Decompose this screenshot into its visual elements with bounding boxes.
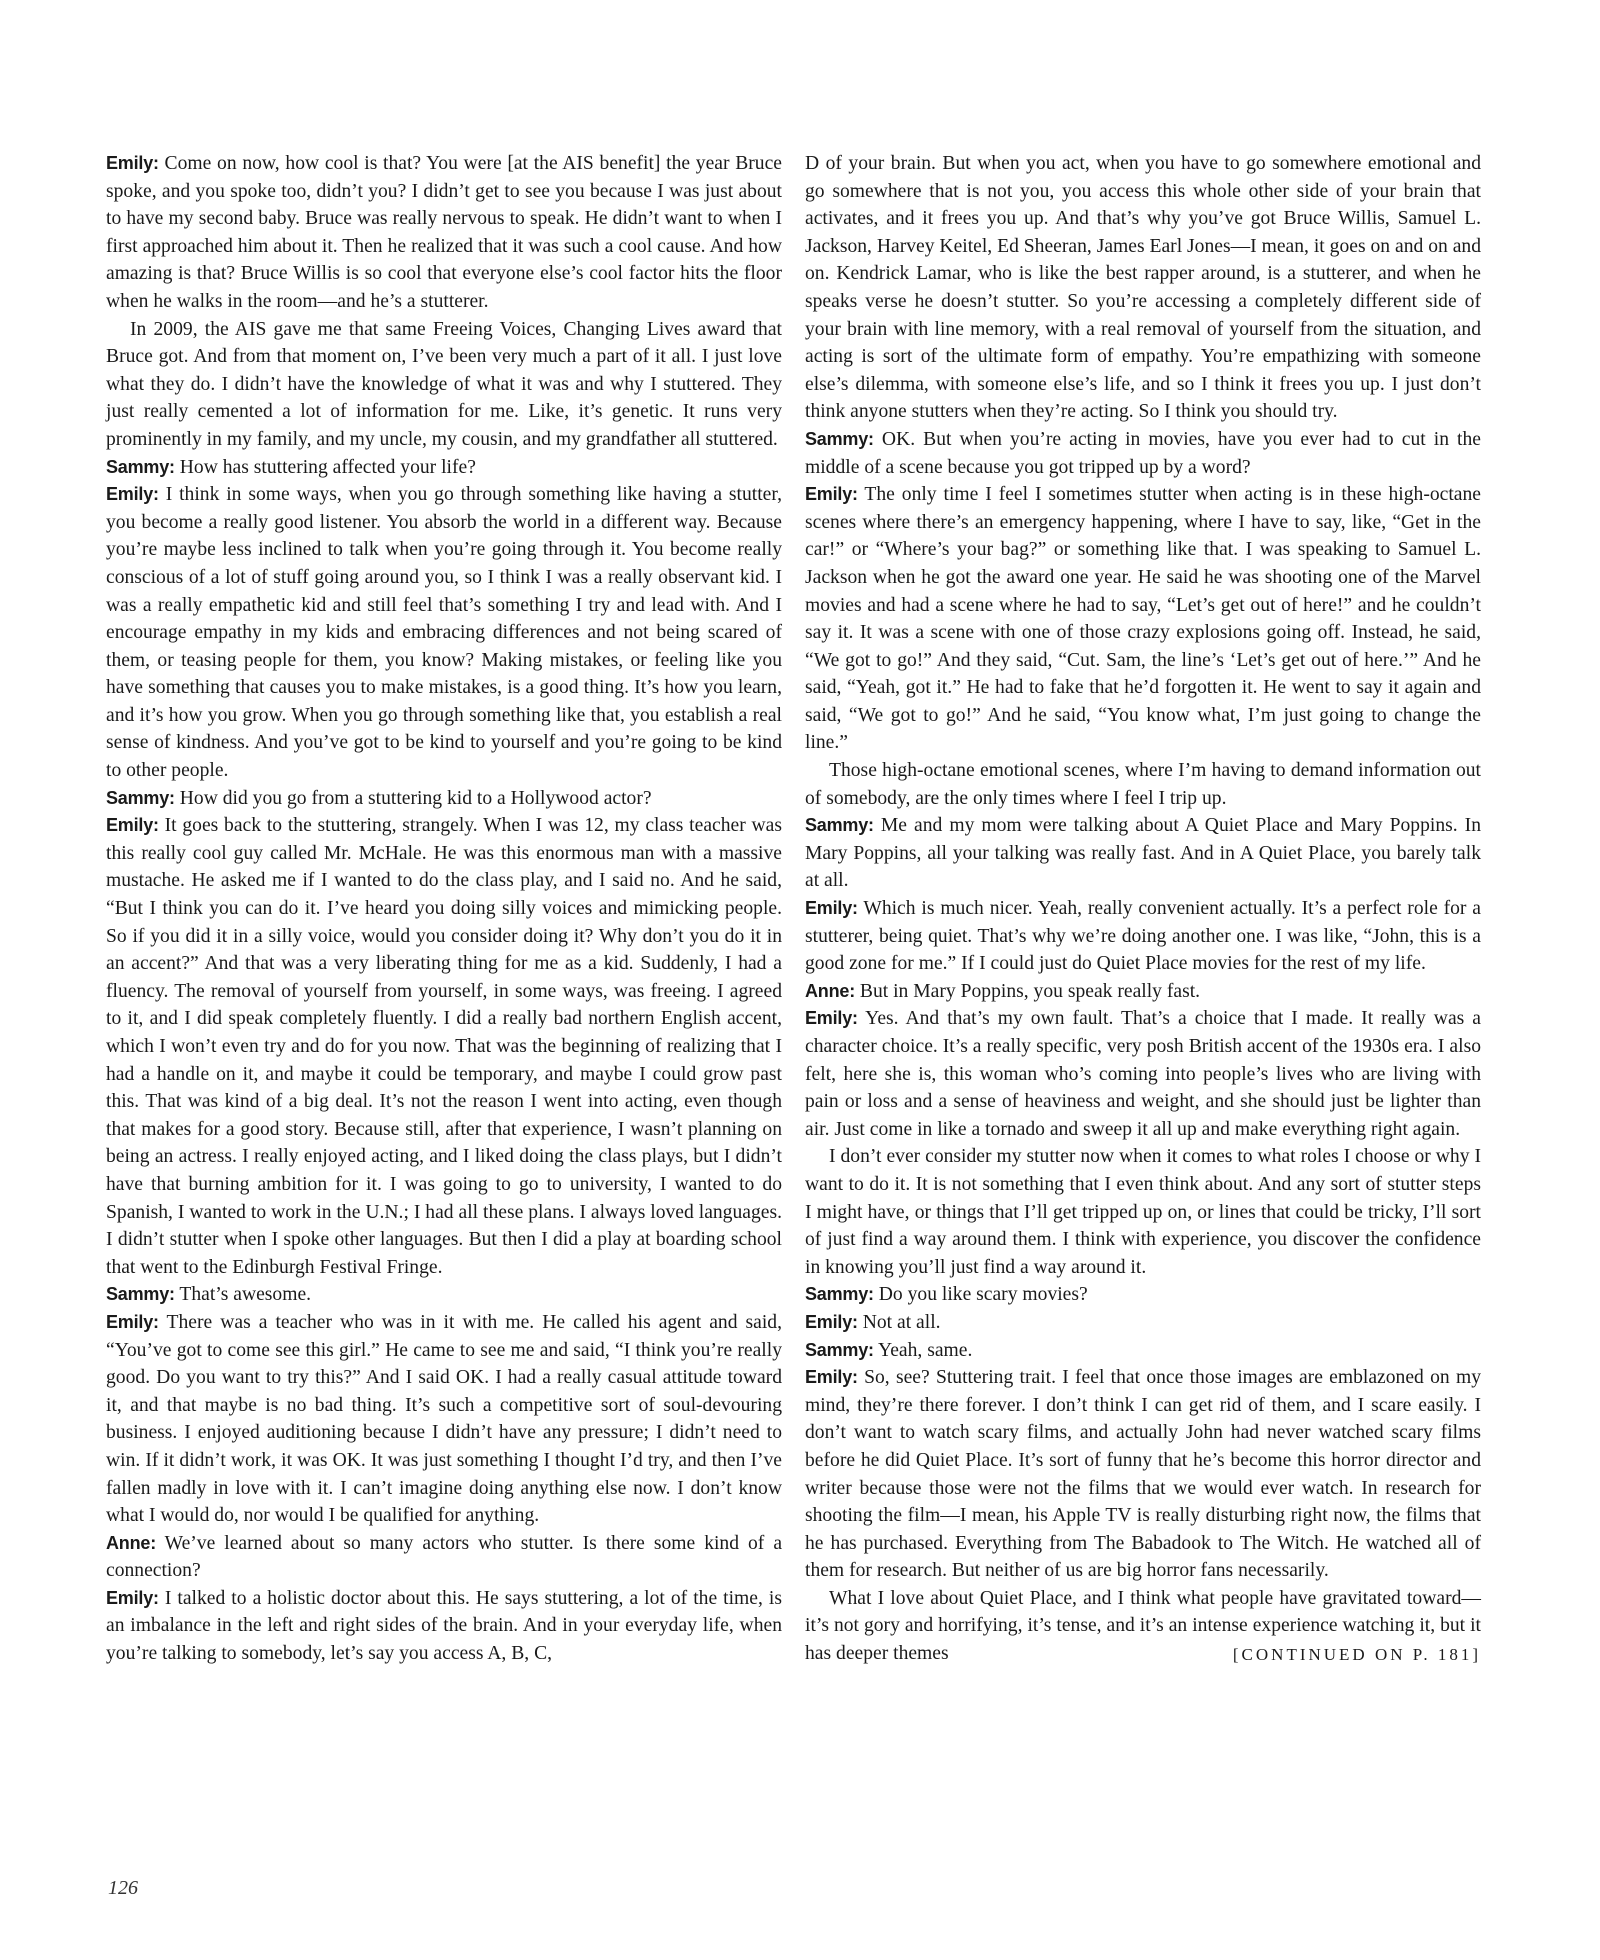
paragraph-text: Those high-octane emotional scenes, where I’m having to demand information out of somebody, are the only times where I feel I trip up. <box>805 760 1481 809</box>
paragraph <box>106 785 782 813</box>
continued-note: [CONTINUED ON P. 181] <box>1232 1645 1481 1665</box>
paragraph <box>805 1309 1481 1337</box>
paragraph-text: The only time I feel I sometimes stutter when acting is in these high-octane scenes where there’s an emergency happening, where I have to say, like, “Get in the car!” or “Where’s your bag?” or something like that. I was speaking to Samuel L. Jackson when he got the award one year. He said he was shooting one of the Marvel movies and had a scene where he had to say, “Let’s get out of here!” and he couldn’t say it. It was a scene with one of those crazy explosions going off. Instead, he said, “We got to go!” And they said, “Cut. Sam, the line’s ‘Let’s get out of here.’” And he said, “Yeah, got it.” He had to fake that he’d forgotten it. He went to say it again and said, “We got to go!” And he said, “You know what, I’m just going to change the line.” <box>805 484 1481 754</box>
paragraph <box>805 978 1481 1006</box>
speaker-label: Emily: <box>805 1367 858 1388</box>
paragraph <box>805 150 1481 426</box>
paragraph-text: We’ve learned about so many actors who stutter. Is there some kind of a connection? <box>106 1532 783 1582</box>
speaker-label: Sammy: <box>805 428 874 449</box>
speaker-label: Emily: <box>805 1311 858 1332</box>
paragraph <box>805 1143 1481 1281</box>
speaker-label: Emily: <box>805 898 858 919</box>
paragraph-text: What I love about Quiet Place, and I think what people have gravitated toward—it’s not gory and horrifying, it’s tense, and it’s an intense experience watching it, but it has deeper themes <box>805 1587 1481 1665</box>
paragraph <box>805 812 1481 895</box>
paragraph-text: D of your brain. But when you act, when you have to go somewhere emotional and go somewhere that is not you, you access this whole other side of your brain that activates, and it frees you up. And that’s why you’ve got Bruce Willis, Samuel L. Jackson, Harvey Keitel, Ed Sheeran, James Earl Jones—I mean, it goes on and on and on. Kendrick Lamar, who is like the best rapper around, is a stutterer, and when he speaks verse he doesn’t stutter. So you’re accessing a completely different side of your brain with line memory, with a real removal of yourself from the situation, and acting is sort of the ultimate form of empathy. You’re empathizing with someone else’s dilemma, with someone else’s life, and so I think it frees you up. I just don’t think anyone stutters when they’re acting. So I think you should try. <box>805 153 1481 423</box>
paragraph <box>106 1309 782 1530</box>
paragraph <box>805 895 1481 978</box>
paragraph-text: In 2009, the AIS gave me that same Freeing Voices, Changing Lives award that Bruce got. And from that moment on, I’ve been very much a part of it all. I just love what they do. I didn’t have the knowledge of what it was and why I stuttered. They just really cemented a lot of information for me. Like, it’s genetic. It runs very prominently in my family, and my uncle, my cousin, and my grandfather all stuttered. <box>106 318 782 450</box>
paragraph <box>106 1281 782 1309</box>
speaker-label: Emily: <box>805 484 858 505</box>
speaker-label: Anne: <box>805 980 855 1001</box>
speaker-label: Emily: <box>106 1587 159 1608</box>
paragraph <box>805 426 1481 481</box>
speaker-label: Emily: <box>106 153 159 173</box>
paragraph-text: There was a teacher who was in it with me. He called his agent and said, “You’ve got to come see this girl.” He came to see me and said, “I think you’re really good. Do you want to try this?” And I said OK. I had a really casual attitude toward it, and that maybe is no bad thing. It’s such a competitive sort of soul-devouring business. I enjoyed auditioning because I didn’t have any pressure; I didn’t need to win. If it didn’t work, it was OK. It was just something I thought I’d try, and then I’ve fallen madly in love with it. I can’t imagine doing anything else now. I don’t know what I would do, nor would I be qualified for anything. <box>106 1311 782 1527</box>
paragraph-text: I talked to a holistic doctor about this. He says stuttering, a lot of the time, is an imbalance in the left and right sides of the brain. And in your everyday life, when you’re talking to somebody, let’s say you access A, B, C, <box>106 1587 782 1665</box>
speaker-label: Anne: <box>106 1532 156 1553</box>
paragraph-text: Not at all. <box>862 1311 941 1333</box>
paragraph-text: Yes. And that’s my own fault. That’s a choice that I made. It really was a character choice. It’s a really specific, very posh British accent of the 1930s era. I also felt, here she is, this woman who’s coming into people’s lives who are living with pain or loss and a sense of heaviness and weight, and she should just be lighter than air. Just come in like a tornado and sweep it all up and make everything right again. <box>805 1008 1481 1140</box>
paragraph <box>805 1585 1481 1668</box>
paragraph-text: So, see? Stuttering trait. I feel that once those images are emblazoned on my mind, they’re there forever. I don’t think I can get rid of them, and I scare easily. I don’t want to watch scary films, and actually John had never watched scary films before he did Quiet Place. It’s sort of funny that he’s become this horror director and writer because those were not the films that we would ever watch. In research for shooting the film—I mean, his Apple TV is really disturbing right now, the films that he has purchased. Everything from The Babadook to The Witch. He watched all of them for research. But neither of us are big horror fans necessarily. <box>805 1367 1481 1582</box>
paragraph-text: But in Mary Poppins, you speak really fast. <box>859 980 1201 1002</box>
paragraph <box>106 316 782 454</box>
page-number: 126 <box>108 1877 138 1899</box>
paragraph <box>805 481 1481 757</box>
paragraph <box>106 481 782 785</box>
speaker-label: Sammy: <box>106 456 175 477</box>
paragraph <box>805 757 1481 812</box>
paragraph <box>106 812 782 1281</box>
speaker-label: Emily: <box>106 484 159 505</box>
speaker-label: Sammy: <box>106 1284 175 1305</box>
paragraph <box>805 1005 1481 1143</box>
speaker-label: Emily: <box>805 1008 858 1029</box>
speaker-label: Sammy: <box>805 1284 874 1305</box>
paragraph-text: I think in some ways, when you go through something like having a stutter, you become a really good listener. You absorb the world in a different way. Because you’re maybe less inclined to talk when you’re going through it. You become really conscious of a lot of stuff going around you, so I think I was a really observant kid. I was a really empathetic kid and still feel that’s something I try and lead with. And I encourage empathy in my kids and embracing differences and not being scared of them, or teasing people for them, you know? Making mistakes, or feeling like you have something that causes you to make mistakes, is a good thing. It’s how you learn, and it’s how you grow. When you go through something like that, you establish a real sense of kindness. And you’ve got to be kind to yourself and you’re going to be kind to other people. <box>106 484 782 782</box>
speaker-label: Emily: <box>106 815 159 836</box>
speaker-label: Emily: <box>106 1311 159 1332</box>
paragraph-text: Which is much nicer. Yeah, really convenient actually. It’s a perfect role for a stutterer, being quiet. That’s why we’re doing another one. I was like, “John, this is a good zone for me.” If I could just do Quiet Place movies for the rest of my life. <box>805 898 1482 975</box>
speaker-label: Sammy: <box>805 815 874 836</box>
speaker-label: Sammy: <box>106 787 175 808</box>
paragraph <box>805 1337 1481 1365</box>
paragraph-text: Me and my mom were talking about A Quiet Place and Mary Poppins. In Mary Poppins, all your talking was really fast. And in A Quiet Place, you barely talk at all. <box>805 815 1481 892</box>
paragraph-text: That’s awesome. <box>179 1284 312 1306</box>
paragraph <box>106 150 782 316</box>
paragraph-text: Come on now, how cool is that? You were [at the AIS benefit] the year Bruce spoke, and you spoke too, didn’t you? I didn’t get to see you because I was just about to have my second baby. Bruce was really nervous to speak. He didn’t want to when I first approached him about it. Then he realized that it was such a cool cause. And how amazing is that? Bruce Willis is so cool that everyone else’s cool factor hits the floor when he walks in the room—and he’s a stutterer. <box>106 153 782 312</box>
paragraph-text: I don’t ever consider my stutter now when it comes to what roles I choose or why I want to do it. It is not something that I even think about. And any sort of stutter steps I might have, or things that I’ll get tripped up on, or lines that could be tricky, I’ll sort of just find a way around them. I think with experience, you discover the confidence in knowing you’ll just find a way around it. <box>805 1146 1481 1278</box>
paragraph <box>106 454 782 482</box>
paragraph <box>805 1281 1481 1309</box>
right-column <box>805 150 1481 1669</box>
paragraph <box>106 1585 782 1668</box>
paragraph-text: It goes back to the stuttering, strangely. When I was 12, my class teacher was this really cool guy called Mr. McHale. He was this enormous man with a massive mustache. He asked me if I wanted to do the class play, and I said no. And he said, “But I think you can do it. I’ve heard you doing silly voices and mimicking people. So if you did it in a silly voice, would you consider doing it? Why don’t you do it in an accent?” And that was a very liberating thing for me as a kid. Suddenly, I had a fluency. The removal of yourself from yourself, in some ways, was freeing. I agreed to it, and I did speak completely fluently. I did a really bad northern English accent, which I won’t even try and do for you now. That was the beginning of realizing that I had a handle on it, and maybe it could be temporary, and maybe I could grow past this. That was kind of a big deal. It’s not the reason I went into acting, even though that makes for a good story. Because still, after that experience, I wasn’t planning on being an actress. I really enjoyed acting, and I liked doing the class plays, but I didn’t have that burning ambition for it. I was going to go to university, I wanted to do Spanish, I wanted to work in the U.N.; I had all these plans. I always loved languages. I didn’t stutter when I spoke other languages. But then I did a play at boarding school that went to the Edinburgh Festival Fringe. <box>106 815 782 1278</box>
paragraph <box>106 1530 782 1585</box>
paragraph-text: OK. But when you’re acting in movies, have you ever had to cut in the middle of a scene because you got tripped up by a word? <box>805 428 1481 478</box>
left-column <box>106 150 782 1668</box>
paragraph-text: Yeah, same. <box>878 1339 973 1361</box>
paragraph-text: How did you go from a stuttering kid to a Hollywood actor? <box>179 787 652 809</box>
paragraph-text: Do you like scary movies? <box>878 1284 1088 1306</box>
speaker-label: Sammy: <box>805 1339 874 1360</box>
paragraph <box>805 1364 1481 1585</box>
paragraph-text: How has stuttering affected your life? <box>179 456 476 478</box>
